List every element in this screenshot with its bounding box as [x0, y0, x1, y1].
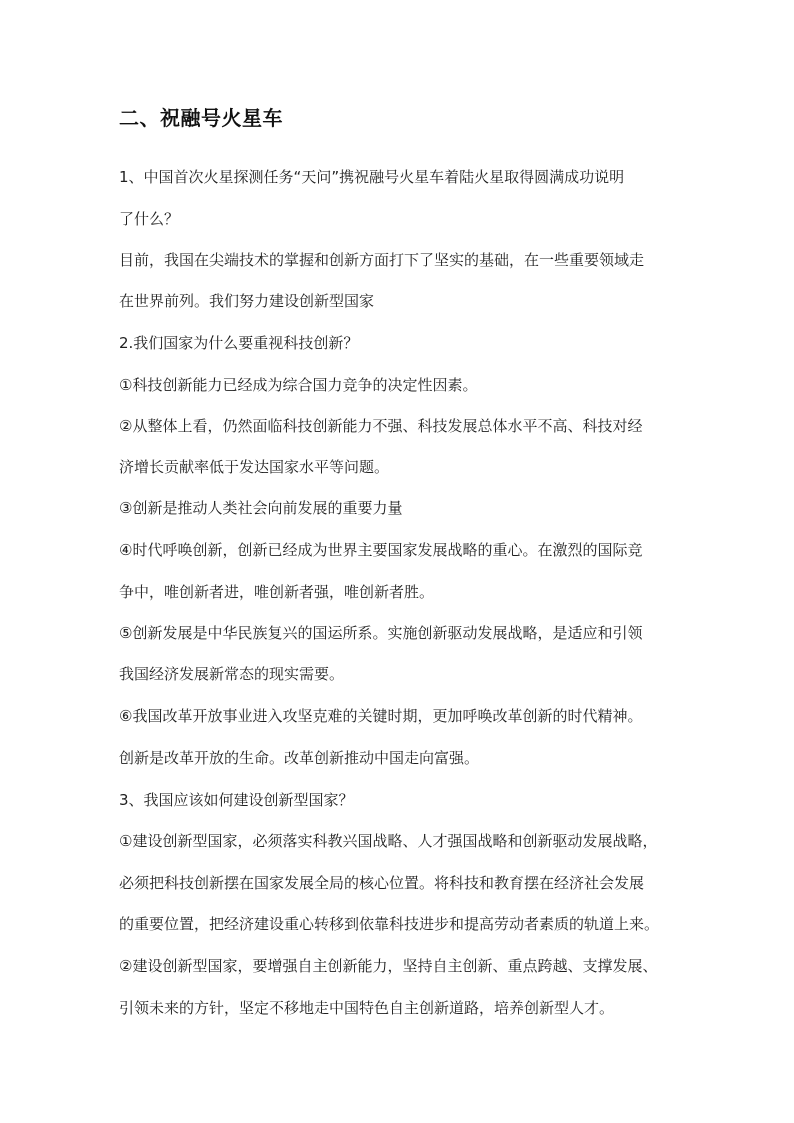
answer-3-point-2-line-1: ②建设创新型国家，要增强自主创新能力，坚持自主创新、重点跨越、支撑发展、	[119, 957, 658, 975]
question-1-line-2: 了什么？	[119, 210, 180, 228]
answer-2-point-4-line-1: ④时代呼唤创新，创新已经成为世界主要国家发展战略的重心。在激烈的国际竞	[119, 541, 643, 559]
question-2: 2.我们国家为什么要重视科技创新？	[119, 334, 359, 352]
answer-2-point-2-line-1: ②从整体上看，仍然面临科技创新能力不强、科技发展总体水平不高、科技对经	[119, 417, 643, 435]
answer-2-point-2-line-2: 济增长贡献率低于发达国家水平等问题。	[119, 458, 390, 476]
section-heading: 二、祝融号火星车	[119, 106, 283, 130]
answer-3-point-2-line-2: 引领未来的方针，坚定不移地走中国特色自主创新道路，培养创新型人才。	[119, 999, 615, 1017]
answer-2-point-5-line-2: 我国经济发展新常态的现实需要。	[119, 665, 345, 683]
answer-2-point-6-line-2: 创新是改革开放的生命。改革创新推动中国走向富强。	[119, 749, 480, 767]
answer-2-point-5-line-1: ⑤创新发展是中华民族复兴的国运所系。实施创新驱动发展战略，是适应和引领	[119, 624, 643, 642]
answer-2-point-6-line-1: ⑥我国改革开放事业进入攻坚克难的关键时期，更加呼唤改革创新的时代精神。	[119, 707, 643, 725]
answer-1-line-1: 目前，我国在尖端技术的掌握和创新方面打下了坚实的基础，在一些重要领域走	[119, 251, 645, 269]
answer-3-point-1-line-2: 必须把科技创新摆在国家发展全局的核心位置。将科技和教育摆在经济社会发展	[119, 874, 645, 892]
answer-2-point-3: ③创新是推动人类社会向前发展的重要力量	[119, 499, 403, 517]
answer-3-point-1-line-3: 的重要位置，把经济建设重心转移到依靠科技进步和提高劳动者素质的轨道上来。	[119, 915, 660, 933]
question-1-line-1: 1、中国首次火星探测任务“天问”携祝融号火星车着陆火星取得圆满成功说明	[119, 168, 625, 186]
answer-3-point-1-line-1: ①建设创新型国家，必须落实科教兴国战略、人才强国战略和创新驱动发展战略，	[119, 832, 658, 850]
answer-2-point-1: ①科技创新能力已经成为综合国力竞争的决定性因素。	[119, 376, 478, 394]
question-3: 3、我国应该如何建设创新型国家？	[119, 791, 354, 809]
answer-1-line-2: 在世界前列。我们努力建设创新型国家	[119, 292, 375, 310]
answer-2-point-4-line-2: 争中，唯创新者进，唯创新者强，唯创新者胜。	[119, 583, 435, 601]
